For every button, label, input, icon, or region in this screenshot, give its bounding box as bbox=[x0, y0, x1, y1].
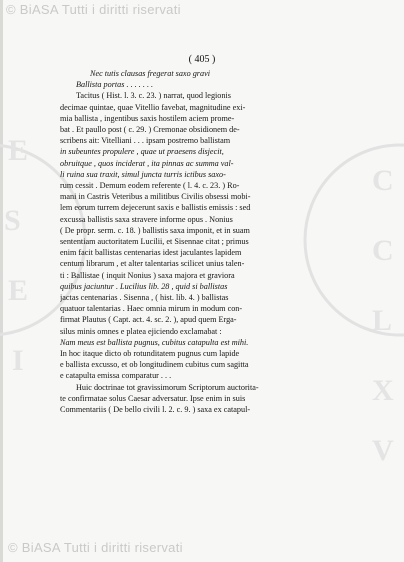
svg-text:C: C bbox=[372, 234, 394, 267]
text-line: mia ballista , ingentibus saxis hostilem aciem prome- bbox=[60, 113, 235, 123]
body-text bbox=[60, 68, 360, 415]
text-line: Nec tutis clausas fregerat saxo gravi bbox=[90, 69, 210, 78]
text-line: enim facit ballistas centenarias idest jaculantes lapidem bbox=[60, 248, 242, 258]
text-line: decimae quintae, quae Vitellio favebat, magnitudine exi- bbox=[60, 102, 246, 112]
text-line: sententiam auctoritatem Lucilii, et Sisennae citat ; primus bbox=[60, 237, 249, 247]
page-number: ( 405 ) bbox=[188, 54, 216, 65]
text-line: rum cessit . Demum eodem referente ( l. 4. c. 23. ) Ro- bbox=[60, 181, 240, 191]
text-line: ti : Ballistae ( inquit Nonius ) saxa majora et graviora bbox=[60, 270, 235, 280]
text-line: e ballista excusso, et ob longitudinem cubitus cum sagitta bbox=[60, 360, 249, 370]
text-line: in subeuntes propulere , quae ut praesens disjecit, bbox=[60, 147, 224, 157]
svg-text:C: C bbox=[372, 164, 394, 197]
text-line: Tacitus ( Hist. l. 3. c. 23. ) narrat, quod legionis bbox=[76, 91, 231, 101]
text-line: scribens ait: Vitelliani . . . ipsam postremo ballistam bbox=[60, 136, 231, 146]
text-line: obruitque , quos inciderat , ita pinnas ac summa val- bbox=[60, 158, 234, 168]
text-line: centum librarum , et alter talentarias scilicet unius talen- bbox=[60, 259, 245, 269]
svg-text:E: E bbox=[8, 134, 29, 167]
text-line: Ballista portas . . . . . . . bbox=[76, 80, 154, 90]
text-line: e catapulta emissa comparatur . . . bbox=[60, 371, 172, 381]
svg-text:X: X bbox=[372, 374, 394, 407]
svg-text:I: I bbox=[12, 344, 24, 377]
text-line: firmat Plautus ( Capt. act. 4. sc. 2. ), apud quem Erga- bbox=[60, 315, 237, 325]
watermark-top: © BiASA Tutti i diritti riservati bbox=[6, 2, 181, 17]
text-line: In hoc itaque dicto ob rotunditatem pugnus cum lapide bbox=[60, 349, 240, 359]
text-line: quatuor talentarias . Haec omnia mirum in modum con- bbox=[60, 304, 243, 314]
page-edge bbox=[0, 0, 3, 562]
text-line: excussa ballistis saxa stravere informe opus . Nonius bbox=[60, 214, 233, 224]
text-line: jactas centenarias . Sisenna , ( hist. lib. 4. ) ballistas bbox=[60, 293, 229, 303]
text-line: lem eorum turrem dejecerunt saxis e ballistis emissis : sed bbox=[60, 203, 251, 213]
watermark-bottom: © BiASA Tutti i diritti riservati bbox=[8, 540, 183, 555]
text-line: quibus jaciuntur . Lucilius lib. 28 , quid si ballistas bbox=[60, 281, 228, 291]
text-line: bat . Et paullo post ( c. 29. ) Cremonae obsidionem de- bbox=[60, 125, 240, 135]
text-line: mani in Castris Veteribus a militibus Civilis obsessi mobi- bbox=[60, 192, 251, 202]
svg-text:E: E bbox=[8, 274, 29, 307]
text-line: te confirmatae solus Caesar adversatur. Ipse enim in suis bbox=[60, 393, 246, 403]
text-line: Nam meus est ballista pugnus, cubitus catapulta est mihi. bbox=[60, 337, 249, 347]
text-line: silus minis omnes e platea ejiciendo exclamabat : bbox=[60, 326, 222, 336]
text-line: li ruina sua traxit, simul juncta turris ictibus saxo- bbox=[60, 169, 226, 179]
text-line: Commentariis ( De bello civili l. 2. c. 9. ) saxa ex catapul- bbox=[60, 405, 251, 415]
svg-text:V: V bbox=[372, 434, 394, 467]
svg-text:L: L bbox=[372, 304, 393, 337]
text-line: ( De propr. serm. c. 18. ) ballistis saxa imponit, et in suam bbox=[60, 225, 250, 235]
text-line: Huic doctrinae tot gravissimorum Scriptorum auctorita- bbox=[76, 382, 259, 392]
svg-text:S: S bbox=[4, 204, 21, 237]
